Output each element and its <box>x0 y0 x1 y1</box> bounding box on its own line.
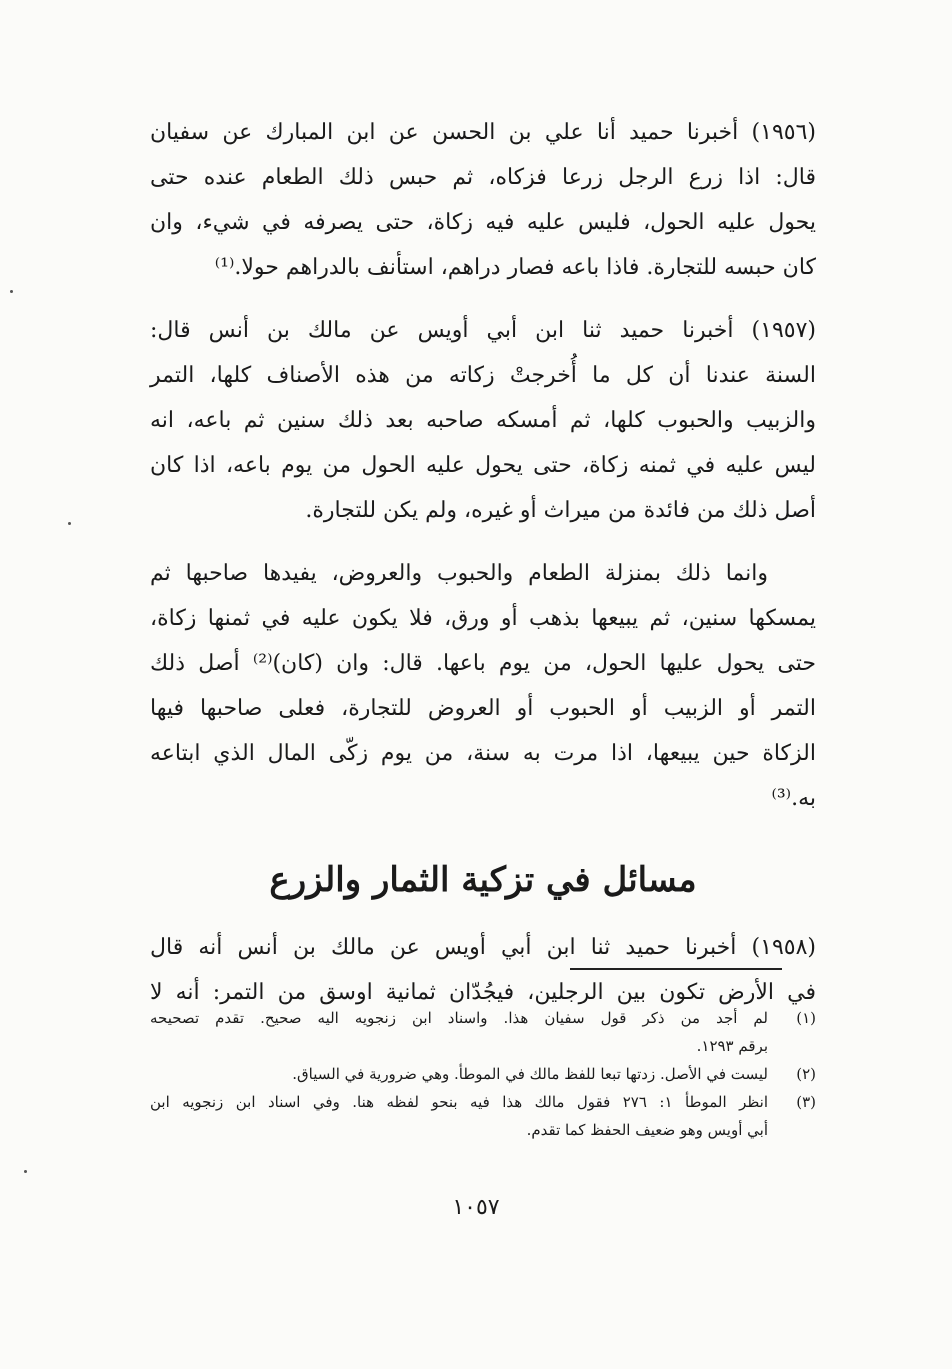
footnote-2 <box>150 1060 816 1088</box>
footnote-marker: (٣) <box>796 1093 816 1111</box>
footnote-line: برقم ١٢٩٣. <box>696 1037 768 1055</box>
footnotes <box>150 1004 816 1144</box>
main-text <box>150 110 816 1033</box>
text-line: يحول عليه الحول، فليس عليه فيه زكاة، حتى يصرفه في شيء، وان <box>150 210 816 235</box>
paragraph-1956 <box>150 110 816 290</box>
text-line: (١٩٥٨) أخبرنا حميد ثنا ابن أبي أويس عن مالك بن أنس أنه قال <box>150 935 816 960</box>
footnote-line: أبي أويس وهو ضعيف الحفظ كما تقدم. <box>526 1121 768 1139</box>
section-heading: مسائل في تزكية الثمار والزرع <box>269 860 697 900</box>
paragraph-1958 <box>150 925 816 1015</box>
footnote-line: لم أجد من ذكر قول سفيان هذا. واسناد ابن زنجويه اليه صحيح. تقدم تصحيحه <box>150 1009 768 1027</box>
text-line: قال: اذا زرع الرجل زرعا فزكاه، ثم حبس ذلك الطعام عنده حتى <box>150 165 816 190</box>
text-line: والزبيب والحبوب كلها، ثم أمسكه صاحبه بعد ذلك سنين ثم باعه، انه <box>150 408 816 433</box>
footnote-1 <box>150 1004 816 1060</box>
text-line: ليس عليه في ثمنه زكاة، حتى يحول عليه الحول من يوم باعه، اذا كان <box>150 453 816 478</box>
text-line: يمسكها سنين، ثم يبيعها بذهب أو ورق، فلا يكون عليه في ثمنها زكاة، <box>150 606 816 631</box>
footnote-line: ليست في الأصل. زدتها تبعا للفظ مالك في الموطأ. وهي ضرورية في السياق. <box>292 1065 768 1083</box>
paragraph-1957 <box>150 308 816 533</box>
footnote-separator <box>570 968 782 970</box>
page-number: ١٠٥٧ <box>452 1195 500 1220</box>
text-line: أصل ذلك من فائدة من ميراث أو غيره، ولم يكن للتجارة. <box>305 498 816 523</box>
text-line: كان حبسه للتجارة. فاذا باعه فصار دراهم، استأنف بالدراهم حولا.⁽¹⁾ <box>214 255 816 280</box>
scan-speck <box>68 522 71 525</box>
footnote-marker: (١) <box>796 1009 816 1027</box>
footnote-marker: (٢) <box>796 1065 816 1083</box>
text-line: التمر أو الزبيب أو الحبوب أو العروض للتجارة، فعلى صاحبها فيها <box>150 696 816 721</box>
text-line: السنة عندنا أن كل ما أُخرجتْ زكاته من هذه الأصناف كلها، التمر <box>150 363 816 388</box>
text-line: حتى يحول عليها الحول، من يوم باعها. قال: وان (كان)⁽²⁾ أصل ذلك <box>150 651 816 676</box>
text-line: الزكاة حين يبيعها، اذا مرت به سنة، من يوم زكّى المال الذي ابتاعه <box>150 741 816 766</box>
text-line: وانما ذلك بمنزلة الطعام والحبوب والعروض، يفيدها صاحبها ثم <box>150 561 768 586</box>
text-line: (١٩٥٦) أخبرنا حميد أنا علي بن الحسن عن ابن المبارك عن سفيان <box>150 120 816 145</box>
paragraph-wa-innama <box>150 551 816 821</box>
scan-speck <box>24 1170 27 1173</box>
scan-speck <box>10 290 13 293</box>
text-line: به.⁽³⁾ <box>771 786 816 811</box>
footnote-3 <box>150 1088 816 1144</box>
text-line: في الأرض تكون بين الرجلين، فيجُدّان ثمانية اوسق من التمر: أنه لا <box>150 980 816 1005</box>
text-line: (١٩٥٧) أخبرنا حميد ثنا ابن أبي أويس عن مالك بن أنس قال: <box>150 318 816 343</box>
footnote-line: انظر الموطأ ١: ٢٧٦ فقول مالك هذا فيه بنحو لفظه هنا. وفي اسناد ابن زنجويه ابن <box>150 1093 768 1111</box>
